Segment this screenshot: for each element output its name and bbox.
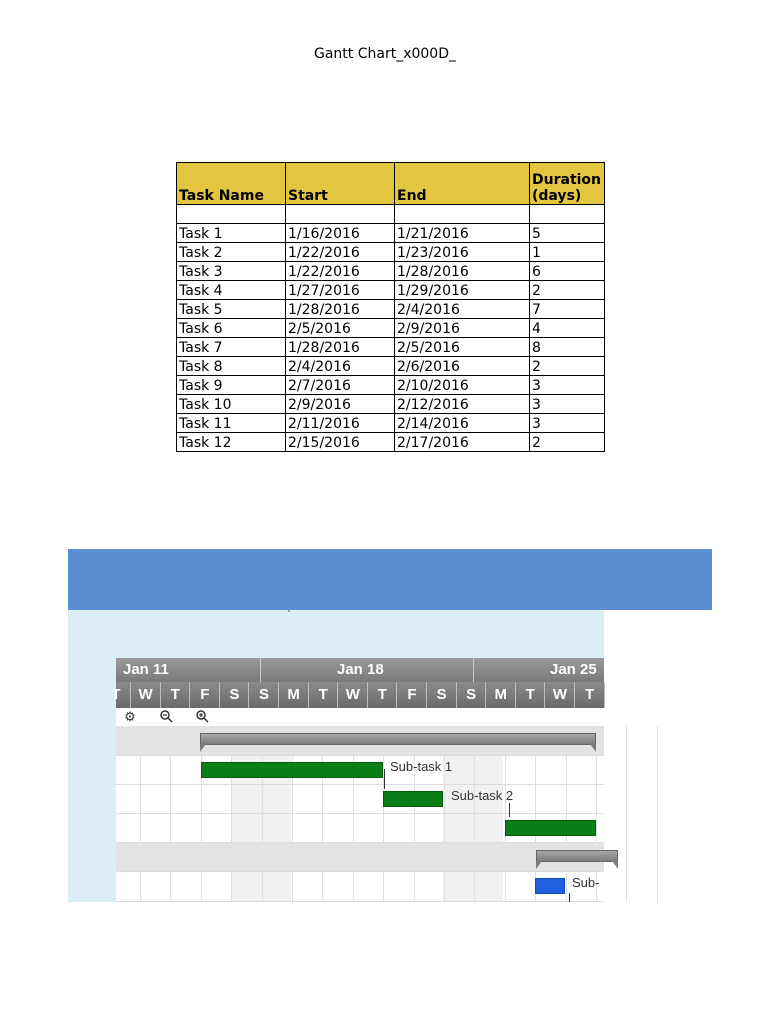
week-label: Jan 18 <box>337 661 384 678</box>
cell-task-name: Task 3 <box>177 262 286 281</box>
task-bar-subtask-3[interactable] <box>505 820 596 836</box>
header-task-name: Task Name <box>177 163 286 205</box>
stray-mark: ` <box>287 610 292 621</box>
cell-end: 2/9/2016 <box>395 319 530 338</box>
table-header-row <box>177 163 605 205</box>
cell-duration: 3 <box>530 414 605 433</box>
day-label: W <box>132 682 161 708</box>
cell-end: 2/6/2016 <box>395 357 530 376</box>
cell-end: 2/14/2016 <box>395 414 530 433</box>
gantt-grid <box>116 726 604 902</box>
cell-task-name: Task 1 <box>177 224 286 243</box>
cell-start: 1/28/2016 <box>286 300 395 319</box>
week-divider <box>260 658 261 682</box>
table-row <box>177 414 605 433</box>
task-bar-subtask-1[interactable] <box>201 762 383 778</box>
dependency-arrow <box>384 769 385 789</box>
day-label: F <box>191 682 220 708</box>
cell-start: 1/28/2016 <box>286 338 395 357</box>
table-row <box>177 281 605 300</box>
cell-start: 2/7/2016 <box>286 376 395 395</box>
header-end: End <box>395 163 530 205</box>
task-table <box>176 162 605 452</box>
table-row <box>177 395 605 414</box>
cell-end: 1/21/2016 <box>395 224 530 243</box>
dependency-arrow <box>509 803 510 817</box>
cell-end: 2/5/2016 <box>395 338 530 357</box>
day-label: T <box>309 682 338 708</box>
cell-start: 1/22/2016 <box>286 243 395 262</box>
table-row <box>177 224 605 243</box>
day-label: F <box>398 682 427 708</box>
gantt-week-header <box>116 658 604 682</box>
table-row <box>177 376 605 395</box>
gantt-screenshot <box>111 658 604 902</box>
day-label: W <box>546 682 575 708</box>
gantt-row <box>116 785 604 814</box>
cell-end: 2/10/2016 <box>395 376 530 395</box>
cell-duration: 2 <box>530 357 605 376</box>
cell-duration: 3 <box>530 376 605 395</box>
day-label: S <box>250 682 279 708</box>
table-row <box>177 433 605 452</box>
cell-duration: 5 <box>530 224 605 243</box>
table-row <box>177 243 605 262</box>
day-label: T <box>516 682 545 708</box>
bar-label-subtask-2: Sub-task 2 <box>451 788 514 803</box>
cell-end: 1/29/2016 <box>395 281 530 300</box>
cell-start: 2/5/2016 <box>286 319 395 338</box>
cell-start: 2/11/2016 <box>286 414 395 433</box>
cell-task-name: Task 4 <box>177 281 286 300</box>
cell-end: 2/17/2016 <box>395 433 530 452</box>
table-row <box>177 300 605 319</box>
cell-duration: 4 <box>530 319 605 338</box>
table-row <box>177 262 605 281</box>
day-label: S <box>457 682 486 708</box>
day-label: T <box>102 682 131 708</box>
cell-task-name: Task 7 <box>177 338 286 357</box>
grid-line <box>626 726 627 902</box>
cell-task-name: Task 11 <box>177 414 286 433</box>
gear-icon[interactable]: ⚙ <box>124 709 136 724</box>
summary-bar[interactable] <box>536 850 618 862</box>
gantt-day-header <box>111 682 604 708</box>
cell-end: 1/28/2016 <box>395 262 530 281</box>
cell-start: 1/16/2016 <box>286 224 395 243</box>
cell-task-name: Task 9 <box>177 376 286 395</box>
header-duration: Duration (days) <box>530 163 605 205</box>
header-band <box>68 549 712 610</box>
table-row <box>177 357 605 376</box>
day-label: T <box>576 682 605 708</box>
cell-task-name: Task 2 <box>177 243 286 262</box>
day-label: S <box>428 682 457 708</box>
cell-start: 1/27/2016 <box>286 281 395 300</box>
cell-duration: 8 <box>530 338 605 357</box>
dependency-arrow <box>569 893 570 902</box>
day-label: M <box>280 682 309 708</box>
day-label: W <box>339 682 368 708</box>
day-label: T <box>368 682 397 708</box>
document-title: Gantt Chart_x000D_ <box>314 46 456 62</box>
cell-task-name: Task 5 <box>177 300 286 319</box>
bar-label-subtask-4: Sub- <box>572 875 600 890</box>
cell-duration: 7 <box>530 300 605 319</box>
week-label: Jan 25 <box>550 661 597 678</box>
table-row <box>177 319 605 338</box>
cell-task-name: Task 12 <box>177 433 286 452</box>
cell-duration: 1 <box>530 243 605 262</box>
day-label: T <box>161 682 190 708</box>
table-row-empty <box>177 205 605 224</box>
cell-start: 2/15/2016 <box>286 433 395 452</box>
cell-end: 1/23/2016 <box>395 243 530 262</box>
cell-start: 2/9/2016 <box>286 395 395 414</box>
zoom-out-icon[interactable] <box>158 709 174 725</box>
gantt-toolbar <box>116 708 604 726</box>
gantt-row <box>116 872 604 902</box>
grid-line <box>657 726 658 902</box>
summary-bar[interactable] <box>200 733 596 745</box>
bar-label-subtask-1: Sub-task 1 <box>390 759 453 774</box>
cell-duration: 2 <box>530 281 605 300</box>
day-label: M <box>487 682 516 708</box>
gantt-row-group <box>116 843 604 872</box>
cell-start: 1/22/2016 <box>286 262 395 281</box>
task-bar-selected[interactable] <box>535 878 565 894</box>
cell-task-name: Task 6 <box>177 319 286 338</box>
table-row <box>177 338 605 357</box>
zoom-in-icon[interactable] <box>194 709 210 725</box>
cell-end: 2/4/2016 <box>395 300 530 319</box>
week-divider <box>473 658 474 682</box>
cell-task-name: Task 10 <box>177 395 286 414</box>
task-bar-subtask-2[interactable] <box>383 791 443 807</box>
cell-end: 2/12/2016 <box>395 395 530 414</box>
cell-start: 2/4/2016 <box>286 357 395 376</box>
cell-task-name: Task 8 <box>177 357 286 376</box>
cell-duration: 2 <box>530 433 605 452</box>
cell-duration: 6 <box>530 262 605 281</box>
cell-duration: 3 <box>530 395 605 414</box>
day-label: S <box>220 682 249 708</box>
header-start: Start <box>286 163 395 205</box>
week-label: Jan 11 <box>123 661 169 678</box>
